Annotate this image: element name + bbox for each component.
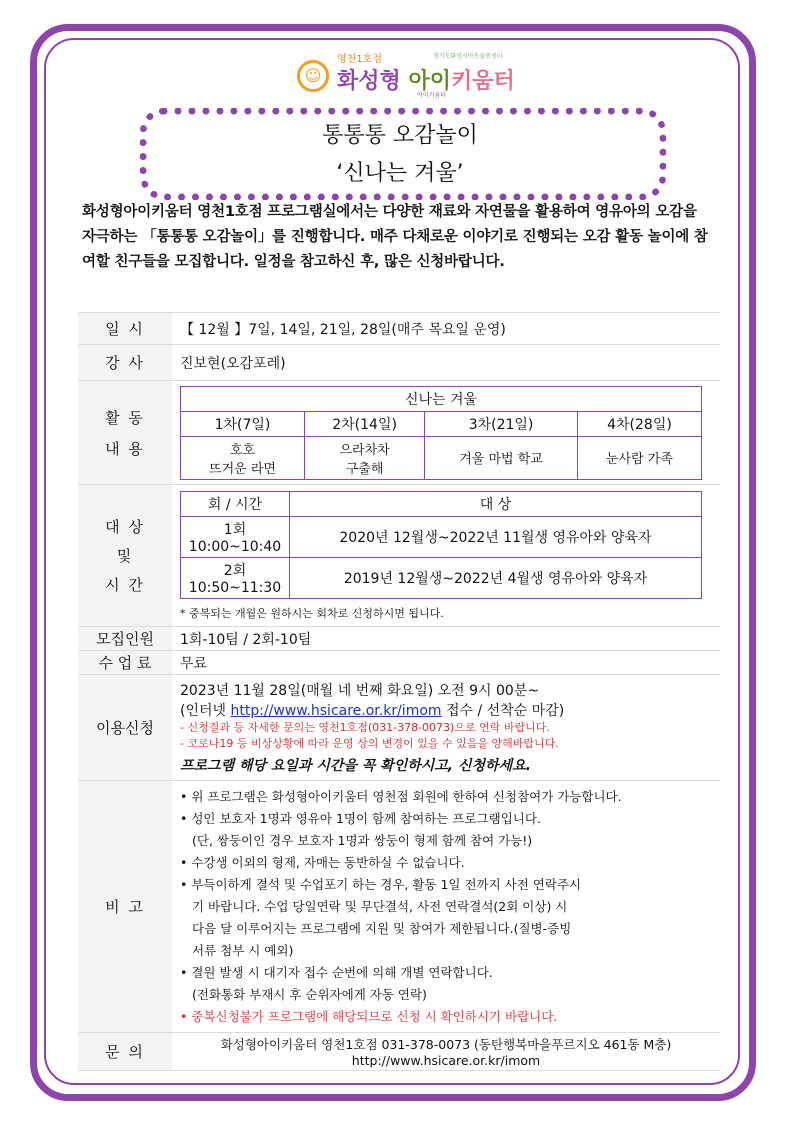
contact-line-1: 화성형아이키움터 영천1호점 031-378-0073 (동탄행복마을푸르지오 461동 M층) bbox=[220, 1037, 672, 1052]
target-note: * 중복되는 개월은 원하시는 회차로 신청하시면 됩니다. bbox=[180, 606, 444, 620]
fee-value: 무료 bbox=[172, 651, 720, 675]
logo bbox=[297, 46, 527, 106]
capacity-label: 모집인원 bbox=[78, 627, 172, 651]
teacher-value: 진보현(오감포레) bbox=[172, 345, 720, 381]
fee-label: 수 업 료 bbox=[78, 651, 172, 675]
target-table bbox=[180, 491, 702, 599]
activity-cell bbox=[172, 381, 720, 485]
activity-col-1: 1차(7일) bbox=[181, 411, 305, 436]
activity-item-1: 호호 뜨거운 라면 bbox=[181, 436, 305, 479]
date-label: 일 시 bbox=[78, 313, 172, 345]
teacher-label: 강 사 bbox=[78, 345, 172, 381]
logo-branch: 영천1호점 bbox=[337, 54, 383, 65]
activity-item-4: 눈사람 가족 bbox=[577, 436, 701, 479]
apply-label: 이용신청 bbox=[78, 675, 172, 781]
activity-item-3: 겨울 마법 학교 bbox=[425, 436, 578, 479]
apply-emphasis: 프로그램 해당 요일과 시간을 꼭 확인하시고, 신청하세요. bbox=[180, 758, 531, 774]
activity-col-2: 2차(14일) bbox=[305, 411, 425, 436]
info-table bbox=[78, 312, 720, 1071]
capacity-value: 1회-10팀 / 2회-10팀 bbox=[172, 627, 720, 651]
activity-title: 신나는 겨울 bbox=[181, 386, 702, 411]
remark-line: (전화통화 부재시 후 순위자에게 자동 연락) bbox=[192, 986, 427, 1002]
logo-tag: 아이키움터 bbox=[417, 92, 446, 99]
session-1: 1회 10:00~10:40 bbox=[181, 516, 290, 557]
logo-name: 화성형 아이키움터 bbox=[337, 69, 515, 94]
activity-table bbox=[180, 386, 702, 480]
smiling-face-icon: ☺ bbox=[297, 60, 329, 92]
apply-cell bbox=[172, 675, 720, 781]
logo-small-text: 경기도화성시아동돌봄센터 bbox=[433, 53, 503, 60]
intro-text: 화성형아이키움터 영천1호점 프로그램실에서는 다양한 재료와 자연물을 활용하여 영유아의 오감을 자극하는 「통통통 오감놀이」를 진행합니다. 매주 다채로운 이야기로 진행되는 오감 활동 놀이에 참여할 친구들을 모집합니다. 일정을 참고하신 후, 많은 신청바랍니다. bbox=[82, 204, 708, 270]
apply-link[interactable]: http://www.hsicare.or.kr/imom bbox=[230, 703, 442, 719]
apply-red-note-2: - 코로나19 등 비상상황에 따라 운영 상의 변경이 있을 수 있음을 양해바랍니다. bbox=[180, 737, 559, 750]
date-value: 【 12월 】7일, 14일, 21일, 28일(매주 목요일 운영) bbox=[172, 313, 720, 345]
remarks-cell bbox=[172, 781, 720, 1033]
apply-line-2: (인터넷 http://www.hsicare.or.kr/imom 접수 / 선착순 마감) bbox=[180, 703, 565, 719]
title-line-2: ‘신나는 겨울’ bbox=[336, 161, 464, 186]
session-2-target: 2019년 12월생~2022년 4월생 영유아와 양육자 bbox=[290, 557, 702, 598]
apply-red-note-1: - 신청결과 등 자세한 문의는 영천1호점(031-378-0073)으로 연락 바랍니다. bbox=[180, 721, 550, 734]
remark-line: • 위 프로그램은 화성형아이키움터 영천점 회원에 한하여 신청참여가 가능합니다. bbox=[180, 788, 622, 804]
session-1-target: 2020년 12월생~2022년 11월생 영유아와 양육자 bbox=[290, 516, 702, 557]
remark-line: • 수강생 이외의 형제, 자매는 동반하실 수 없습니다. bbox=[180, 854, 465, 870]
remarks-label: 비 고 bbox=[78, 781, 172, 1033]
target-header: 대 상 bbox=[290, 491, 702, 516]
apply-line-1: 2023년 11월 28일(매월 네 번째 화요일) 오전 9시 00분~ bbox=[180, 683, 540, 699]
title-line-1: 통통통 오감놀이 bbox=[322, 123, 478, 148]
remark-line: • 성인 보호자 1명과 영유아 1명이 함께 참여하는 프로그램입니다. bbox=[180, 810, 541, 826]
activity-label: 활 동 내 용 bbox=[78, 381, 172, 485]
session-header: 회 / 시간 bbox=[181, 491, 290, 516]
contact-label: 문 의 bbox=[78, 1033, 172, 1071]
target-cell bbox=[172, 485, 720, 627]
session-2: 2회 10:50~11:30 bbox=[181, 557, 290, 598]
remark-red-line: • 중복신청불가 프로그램에 해당되므로 신청 시 확인하시기 바랍니다. bbox=[180, 1008, 558, 1024]
activity-item-2: 으라차차 구출해 bbox=[305, 436, 425, 479]
remark-line: • 부득이하게 결석 및 수업포기 하는 경우, 활동 1일 전까지 사전 연락주시 bbox=[180, 876, 582, 892]
remark-line: (단, 쌍둥이인 경우 보호자 1명과 쌍둥이 형제 함께 참여 가능!) bbox=[192, 832, 533, 848]
remark-line: 기 바랍니다. 수업 당일연락 및 무단결석, 사전 연락결석(2회 이상) 시 bbox=[192, 898, 568, 914]
contact-cell bbox=[172, 1033, 720, 1071]
contact-line-2: http://www.hsicare.or.kr/imom bbox=[351, 1053, 541, 1068]
remark-line: 다음 달 이루어지는 프로그램에 지원 및 참여가 제한됩니다.(질병-증빙 bbox=[192, 920, 572, 936]
activity-col-3: 3차(21일) bbox=[425, 411, 578, 436]
target-label: 대 상 및 시 간 bbox=[78, 485, 172, 627]
remark-line: • 결원 발생 시 대기자 접수 순번에 의해 개별 연락합니다. bbox=[180, 964, 493, 980]
activity-col-4: 4차(28일) bbox=[577, 411, 701, 436]
remark-line: 서류 첨부 시 예외) bbox=[192, 942, 294, 958]
